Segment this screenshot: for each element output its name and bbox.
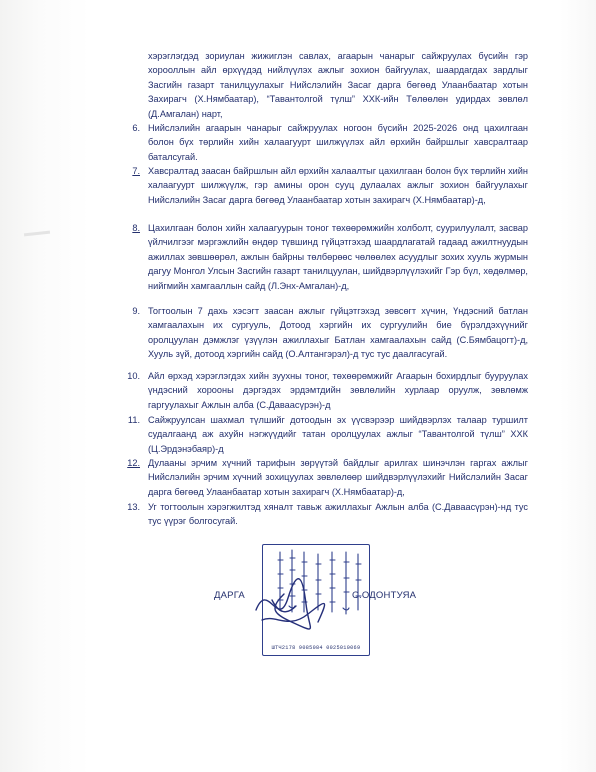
item-text: Уг тогтоолын хэрэгжилтэд хяналт тавьж ажиллахыг Ажлын алба (С.Даваасүрэн)-нд тус тус үүрэг болгосугай. xyxy=(148,502,528,527)
item-text: Нийслэлийн агаарын чанарыг сайжруулах ногоон бүсийн 2025-2026 онд цахилгаан болон бүх төрлийн хийн халаагуурт шилжүүлэх айл өрхийн байршлыг хавсралтаар баталсугай. xyxy=(148,123,528,162)
intro-paragraph: хэрэглэгдэд зориулан жижиглэн савлах, агаарын чанарыг сайжруулах бүсийн гэр хорооллын айл өрхүүдэд нийлүүлэх ажлыг зохион байгуулах, шаардагдах зардлыг Засгийн газарт танилцуулахыг Нийслэлийн Засаг дарга бөгөөд Улаанбаатар хотын Захирагч (Х.Нямбаатар), “Тавантолгой түлш” ХХК-ийн Төлөөлөн удирдах зөвлөл (Д.Амгалан) нарт, xyxy=(148,51,528,119)
item-text: Цахилгаан болон хийн халаагуурын тоног төхөөрөмжийн холболт, суурилуулалт, засвар үйлчилгээг мэргэжлийн өндөр түвшинд гүйцэтгэхэд шаардлагатай гадаад ажилтнуудын ажиллах зөвшөөрөл, ажлын байрны төлбөрөөс чөлөөлөх асуудлыг зохих хууль журмын дагуу Монгол Улсын Засгийн газарт танилцуулан, шийдвэрлүүлэхийг Гэр бүл, хөдөлмөр, нийгмийн хамгааллын сайд (Л.Энх-Амгалан)-д, xyxy=(148,223,528,291)
item-number: 13. xyxy=(127,502,140,512)
item-number: 12. xyxy=(127,458,140,468)
item-number: 7. xyxy=(132,166,140,176)
signer-title: ДАРГА xyxy=(214,590,245,601)
item-text: Тогтоолын 7 дахь хэсэгт заасан ажлыг гүйцэтгэхэд зөвсөгт хүчин, Үндэсний батлан хамгаалахын их сургууль, Дотоод хэргийн их сургуулийн бие бүрэлдэхүүнийг оролцуулан дэмжлэг үзүүлэн ажиллахыг Батлан хамгаалахын сайд (С.Бямбацогт)-д, Хууль зүй, дотоод хэргийн сайд (О.Алтангэрэл)-д тус тус даалгасугай. xyxy=(148,306,528,360)
seal-registration-number: ШТЧ2178 9085084 0025010069 xyxy=(271,645,361,651)
handwritten-signature xyxy=(248,570,338,640)
signer-name: С.ОДОНТУЯА xyxy=(352,590,417,601)
item-text: Сайжруулсан шахмал түлшийг дотоодын эх үүсвэрээр шийдвэрлэх талаар туршилт судалгаанд аж ахуйн нэгжүүдийг татан оролцуулах ажлыг “Тавантолгой түлш” ХХК (Ц.Эрдэнэбаяр)-д xyxy=(148,415,528,454)
item-number: 11. xyxy=(127,415,140,425)
item-text: Дулааны эрчим хүчний тарифын зөрүүтэй байдлыг арилгах шинэчлэн гаргах ажлыг Нийслэлийн эрчим хүчний зохицуулах зөвлөлөөр шийдвэрлүүлэхийг Нийслэлийн Засаг дарга бөгөөд Улаанбаатар хотын захирагч (Х.Нямбаатар)-д, xyxy=(148,458,528,497)
item-number: 6. xyxy=(132,123,140,133)
item-number: 10. xyxy=(127,371,140,381)
item-text: Айл өрхэд хэрэглэгдэх хийн зуухны тоног, төхөөрөмжийг Агаарын бохирдлыг бууруулах үндэсний хорооны дэргэдэх эрдэмтдийн зөвлөлийн хурлаар оруулж, зөвлөмж гаргуулахыг Ажлын алба (С.Даваасүрэн)-д xyxy=(148,371,528,410)
item-number: 9. xyxy=(132,306,140,316)
item-text: Хавсралтад заасан байршлын айл өрхийн халаалтыг цахилгаан болон бүх төрлийн хийн халаагуурт шилжүүлж, гэр амины орон сууц дулаалах ажлыг зохион байгуулахыг Нийслэлийн Засаг дарга бөгөөд Улаанбаатар хотын захирагч (Х.Нямбаатар)-д, xyxy=(148,166,528,205)
item-number: 8. xyxy=(132,223,140,233)
